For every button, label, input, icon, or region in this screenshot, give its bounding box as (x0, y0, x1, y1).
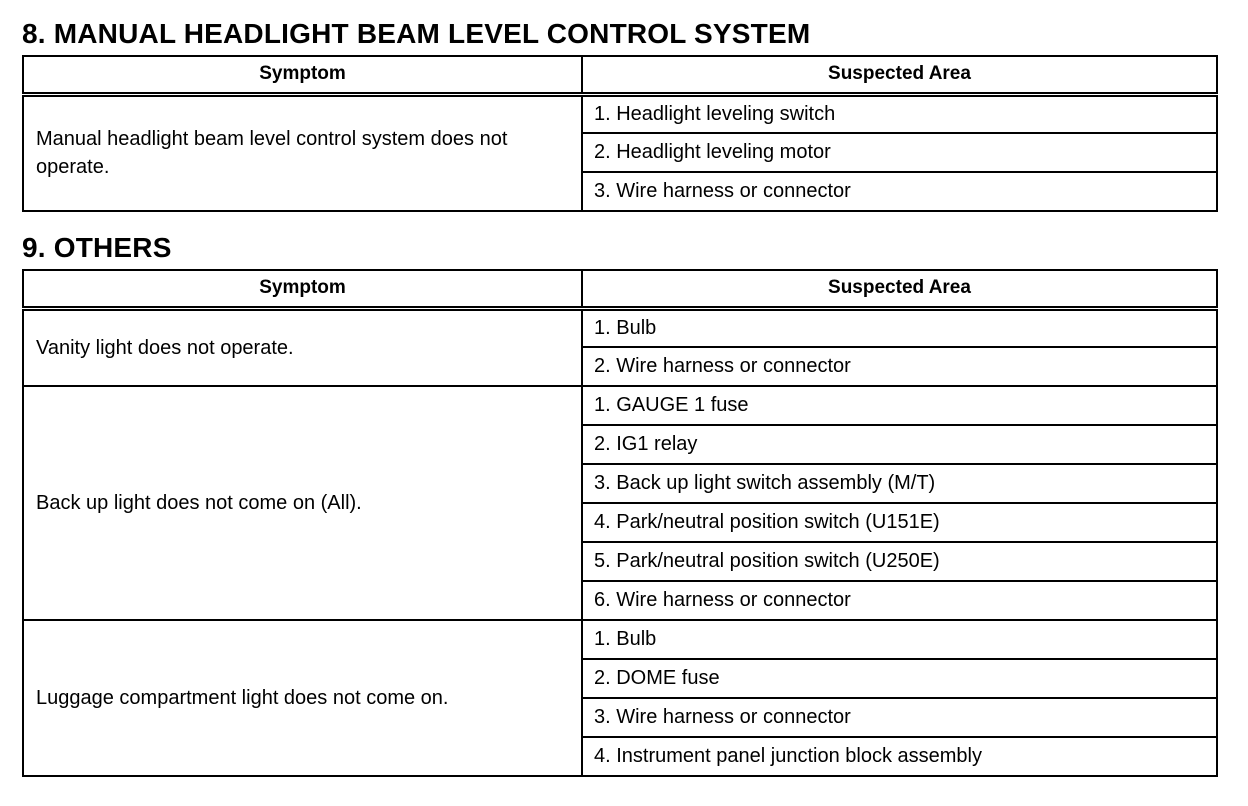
header-suspected-area: Suspected Area (582, 56, 1217, 94)
suspected-area-cell: 5. Park/neutral position switch (U250E) (582, 542, 1217, 581)
table-manual-headlight-beam-level (22, 55, 1218, 212)
header-suspected-area: Suspected Area (582, 270, 1217, 308)
suspected-area-cell: 3. Back up light switch assembly (M/T) (582, 464, 1217, 503)
suspected-area-cell: 2. IG1 relay (582, 425, 1217, 464)
suspected-area-cell: 2. Headlight leveling motor (582, 133, 1217, 172)
table-header-row (23, 56, 1217, 94)
suspected-area-cell: 4. Park/neutral position switch (U151E) (582, 503, 1217, 542)
symptom-cell: Vanity light does not operate. (23, 308, 582, 386)
section-title-manual-headlight-beam-level: 8. MANUAL HEADLIGHT BEAM LEVEL CONTROL SYSTEM (22, 18, 811, 49)
table-row (23, 620, 1217, 659)
symptom-cell: Manual headlight beam level control system does not operate. (23, 94, 582, 211)
table-row (23, 94, 1217, 133)
suspected-area-cell: 1. Bulb (582, 620, 1217, 659)
suspected-area-cell: 1. Headlight leveling switch (582, 94, 1217, 133)
symptom-cell: Back up light does not come on (All). (23, 386, 582, 620)
table-row (23, 308, 1217, 347)
table-others (22, 269, 1218, 777)
suspected-area-cell: 1. Bulb (582, 308, 1217, 347)
symptom-cell: Luggage compartment light does not come on. (23, 620, 582, 776)
header-symptom: Symptom (23, 56, 582, 94)
table-header-row (23, 270, 1217, 308)
suspected-area-cell: 3. Wire harness or connector (582, 172, 1217, 211)
suspected-area-cell: 2. DOME fuse (582, 659, 1217, 698)
table-row (23, 386, 1217, 425)
suspected-area-cell: 3. Wire harness or connector (582, 698, 1217, 737)
header-symptom: Symptom (23, 270, 582, 308)
section-title-others: 9. OTHERS (22, 232, 172, 263)
suspected-area-cell: 1. GAUGE 1 fuse (582, 386, 1217, 425)
suspected-area-cell: 2. Wire harness or connector (582, 347, 1217, 386)
suspected-area-cell: 4. Instrument panel junction block assembly (582, 737, 1217, 776)
suspected-area-cell: 6. Wire harness or connector (582, 581, 1217, 620)
